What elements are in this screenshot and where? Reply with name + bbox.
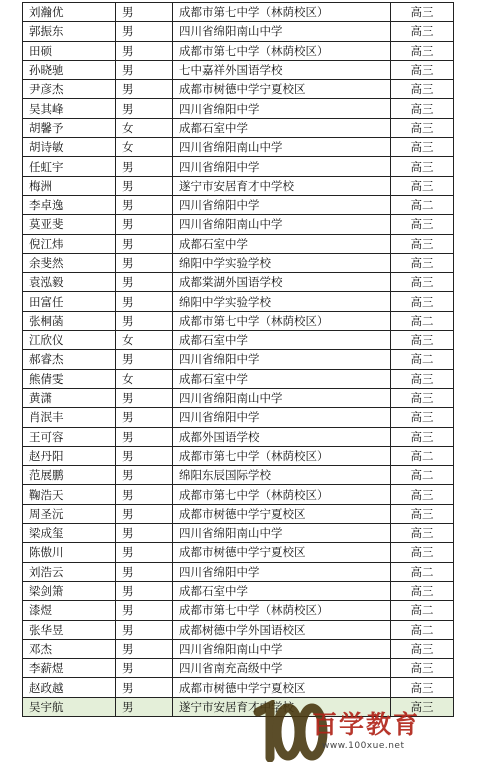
gender-cell: 男 — [116, 388, 173, 407]
student-name-cell: 梁剑箫 — [23, 581, 116, 600]
table-row — [23, 466, 454, 485]
student-name-cell: 鞠浩天 — [23, 485, 116, 504]
table-row — [23, 138, 454, 157]
student-name-cell: 胡诗敏 — [23, 138, 116, 157]
student-name-cell: 倪江炜 — [23, 234, 116, 253]
gender-cell: 男 — [116, 292, 173, 311]
school-name-cell: 遂宁市安居育才中学校 — [173, 176, 391, 195]
gender-cell: 男 — [116, 601, 173, 620]
gender-cell: 男 — [116, 485, 173, 504]
gender-cell: 女 — [116, 118, 173, 137]
table-row — [23, 157, 454, 176]
table-row — [23, 273, 454, 292]
student-name-cell: 赵政越 — [23, 678, 116, 697]
table-row — [23, 350, 454, 369]
table-row — [23, 446, 454, 465]
grade-cell: 高三 — [391, 697, 454, 716]
gender-cell: 男 — [116, 446, 173, 465]
school-name-cell: 四川省绵阳南山中学 — [173, 388, 391, 407]
school-name-cell: 绵阳中学实验学校 — [173, 292, 391, 311]
grade-cell: 高二 — [391, 562, 454, 581]
student-name-cell: 刘浩云 — [23, 562, 116, 581]
gender-cell: 男 — [116, 195, 173, 214]
school-name-cell: 四川省绵阳中学 — [173, 562, 391, 581]
gender-cell: 男 — [116, 678, 173, 697]
table-row — [23, 408, 454, 427]
grade-cell: 高二 — [391, 446, 454, 465]
gender-cell: 男 — [116, 234, 173, 253]
table-row — [23, 331, 454, 350]
table-row — [23, 524, 454, 543]
grade-cell: 高三 — [391, 524, 454, 543]
table-row — [23, 215, 454, 234]
table-row — [23, 292, 454, 311]
grade-cell: 高三 — [391, 408, 454, 427]
brand-url: www.100xue.net — [322, 741, 405, 751]
school-name-cell: 成都市第七中学（林荫校区） — [173, 601, 391, 620]
table-row — [23, 659, 454, 678]
school-name-cell: 四川省绵阳南山中学 — [173, 22, 391, 41]
school-name-cell: 成都市第七中学（林荫校区） — [173, 446, 391, 465]
table-row — [23, 176, 454, 195]
gender-cell: 男 — [116, 41, 173, 60]
student-name-cell: 黄潇 — [23, 388, 116, 407]
school-name-cell: 四川省绵阳中学 — [173, 99, 391, 118]
table-row — [23, 639, 454, 658]
table-row — [23, 601, 454, 620]
school-name-cell: 成都市树德中学宁夏校区 — [173, 80, 391, 99]
student-name-cell: 李卓逸 — [23, 195, 116, 214]
school-name-cell: 成都市第七中学（林荫校区） — [173, 311, 391, 330]
table-row — [23, 3, 454, 22]
gender-cell: 男 — [116, 3, 173, 22]
school-name-cell: 四川省绵阳中学 — [173, 408, 391, 427]
gender-cell: 男 — [116, 99, 173, 118]
grade-cell: 高二 — [391, 620, 454, 639]
table-row — [23, 80, 454, 99]
student-name-cell: 袁泓毅 — [23, 273, 116, 292]
gender-cell: 男 — [116, 562, 173, 581]
gender-cell: 男 — [116, 60, 173, 79]
gender-cell: 男 — [116, 427, 173, 446]
roster-table-body — [23, 3, 454, 717]
grade-cell: 高二 — [391, 466, 454, 485]
school-name-cell: 四川省绵阳南山中学 — [173, 138, 391, 157]
brand-name: 百学教育 — [312, 710, 421, 739]
table-row — [23, 311, 454, 330]
student-name-cell: 吴其峰 — [23, 99, 116, 118]
gender-cell: 男 — [116, 620, 173, 639]
table-row — [23, 99, 454, 118]
grade-cell: 高三 — [391, 215, 454, 234]
table-row — [23, 485, 454, 504]
gender-cell: 男 — [116, 524, 173, 543]
gender-cell: 男 — [116, 504, 173, 523]
gender-cell: 男 — [116, 350, 173, 369]
school-name-cell: 遂宁市安居育才中学校 — [173, 697, 391, 716]
table-row — [23, 22, 454, 41]
gender-cell: 女 — [116, 369, 173, 388]
student-name-cell: 郭振东 — [23, 22, 116, 41]
table-row — [23, 253, 454, 272]
student-name-cell: 陈傲川 — [23, 543, 116, 562]
gender-cell: 男 — [116, 311, 173, 330]
school-name-cell: 成都石室中学 — [173, 581, 391, 600]
student-name-cell: 田硕 — [23, 41, 116, 60]
student-name-cell: 张华昱 — [23, 620, 116, 639]
student-name-cell: 周圣沅 — [23, 504, 116, 523]
student-name-cell: 田富任 — [23, 292, 116, 311]
school-name-cell: 成都棠湖外国语学校 — [173, 273, 391, 292]
table-row — [23, 41, 454, 60]
grade-cell: 高三 — [391, 659, 454, 678]
grade-cell: 高三 — [391, 581, 454, 600]
gender-cell: 男 — [116, 581, 173, 600]
school-name-cell: 成都市第七中学（林荫校区） — [173, 41, 391, 60]
grade-cell: 高三 — [391, 427, 454, 446]
gender-cell: 男 — [116, 157, 173, 176]
table-row — [23, 427, 454, 446]
gender-cell: 男 — [116, 697, 173, 716]
table-row — [23, 581, 454, 600]
grade-cell: 高二 — [391, 195, 454, 214]
grade-cell: 高三 — [391, 331, 454, 350]
grade-cell: 高三 — [391, 292, 454, 311]
grade-cell: 高三 — [391, 118, 454, 137]
student-name-cell: 任虹宇 — [23, 157, 116, 176]
school-name-cell: 成都市树德中学宁夏校区 — [173, 543, 391, 562]
student-name-cell: 刘瀚优 — [23, 3, 116, 22]
school-name-cell: 成都外国语学校 — [173, 427, 391, 446]
student-name-cell: 孙晓驰 — [23, 60, 116, 79]
student-name-cell: 熊倩雯 — [23, 369, 116, 388]
gender-cell: 男 — [116, 22, 173, 41]
student-name-cell: 莫亚斐 — [23, 215, 116, 234]
roster-sheet — [22, 2, 453, 717]
student-name-cell: 吴宇航 — [23, 697, 116, 716]
school-name-cell: 成都石室中学 — [173, 369, 391, 388]
student-name-cell: 范展鹏 — [23, 466, 116, 485]
school-name-cell: 绵阳中学实验学校 — [173, 253, 391, 272]
gender-cell: 男 — [116, 253, 173, 272]
grade-cell: 高三 — [391, 176, 454, 195]
school-name-cell: 四川省绵阳中学 — [173, 350, 391, 369]
grade-cell: 高三 — [391, 273, 454, 292]
grade-cell: 高二 — [391, 311, 454, 330]
school-name-cell: 四川省绵阳中学 — [173, 157, 391, 176]
table-row — [23, 543, 454, 562]
school-name-cell: 四川省南充高级中学 — [173, 659, 391, 678]
gender-cell: 男 — [116, 408, 173, 427]
student-name-cell: 胡馨予 — [23, 118, 116, 137]
school-name-cell: 成都市树德中学宁夏校区 — [173, 504, 391, 523]
grade-cell: 高三 — [391, 485, 454, 504]
table-row — [23, 234, 454, 253]
student-name-cell: 李薪煜 — [23, 659, 116, 678]
student-name-cell: 赵丹阳 — [23, 446, 116, 465]
school-name-cell: 成都市第七中学（林荫校区） — [173, 485, 391, 504]
table-row — [23, 195, 454, 214]
table-row — [23, 60, 454, 79]
student-name-cell: 尹彦杰 — [23, 80, 116, 99]
school-name-cell: 成都市树德中学宁夏校区 — [173, 678, 391, 697]
school-name-cell: 成都市第七中学（林荫校区） — [173, 3, 391, 22]
roster-table — [22, 2, 454, 717]
school-name-cell: 成都石室中学 — [173, 331, 391, 350]
student-name-cell: 梅洲 — [23, 176, 116, 195]
student-name-cell: 梁成玺 — [23, 524, 116, 543]
gender-cell: 男 — [116, 176, 173, 195]
student-name-cell: 漆煜 — [23, 601, 116, 620]
gender-cell: 男 — [116, 273, 173, 292]
student-name-cell: 肖泯丰 — [23, 408, 116, 427]
school-name-cell: 四川省绵阳南山中学 — [173, 524, 391, 543]
school-name-cell: 七中嘉祥外国语学校 — [173, 60, 391, 79]
school-name-cell: 四川省绵阳南山中学 — [173, 215, 391, 234]
gender-cell: 男 — [116, 215, 173, 234]
grade-cell: 高三 — [391, 369, 454, 388]
student-name-cell: 邓杰 — [23, 639, 116, 658]
grade-cell: 高三 — [391, 138, 454, 157]
grade-cell: 高二 — [391, 601, 454, 620]
student-name-cell: 余斐然 — [23, 253, 116, 272]
grade-cell: 高三 — [391, 99, 454, 118]
table-row — [23, 620, 454, 639]
grade-cell: 高三 — [391, 388, 454, 407]
grade-cell: 高三 — [391, 253, 454, 272]
gender-cell: 男 — [116, 639, 173, 658]
school-name-cell: 绵阳东辰国际学校 — [173, 466, 391, 485]
table-row — [23, 504, 454, 523]
gender-cell: 男 — [116, 466, 173, 485]
table-row — [23, 369, 454, 388]
grade-cell: 高三 — [391, 22, 454, 41]
gender-cell: 女 — [116, 331, 173, 350]
grade-cell: 高二 — [391, 350, 454, 369]
table-row — [23, 118, 454, 137]
student-name-cell: 王可容 — [23, 427, 116, 446]
school-name-cell: 四川省绵阳中学 — [173, 195, 391, 214]
student-name-cell: 张桐菡 — [23, 311, 116, 330]
grade-cell: 高三 — [391, 80, 454, 99]
grade-cell: 高三 — [391, 3, 454, 22]
table-row — [23, 388, 454, 407]
gender-cell: 男 — [116, 80, 173, 99]
student-name-cell: 郝睿杰 — [23, 350, 116, 369]
grade-cell: 高三 — [391, 678, 454, 697]
grade-cell: 高三 — [391, 60, 454, 79]
grade-cell: 高三 — [391, 543, 454, 562]
table-row — [23, 562, 454, 581]
school-name-cell: 成都树德中学外国语校区 — [173, 620, 391, 639]
school-name-cell: 成都石室中学 — [173, 234, 391, 253]
gender-cell: 女 — [116, 138, 173, 157]
grade-cell: 高三 — [391, 504, 454, 523]
gender-cell: 男 — [116, 659, 173, 678]
student-name-cell: 江欣仪 — [23, 331, 116, 350]
grade-cell: 高三 — [391, 234, 454, 253]
school-name-cell: 成都石室中学 — [173, 118, 391, 137]
grade-cell: 高三 — [391, 41, 454, 60]
grade-cell: 高三 — [391, 639, 454, 658]
grade-cell: 高三 — [391, 157, 454, 176]
school-name-cell: 四川省绵阳南山中学 — [173, 639, 391, 658]
table-row — [23, 678, 454, 697]
gender-cell: 男 — [116, 543, 173, 562]
